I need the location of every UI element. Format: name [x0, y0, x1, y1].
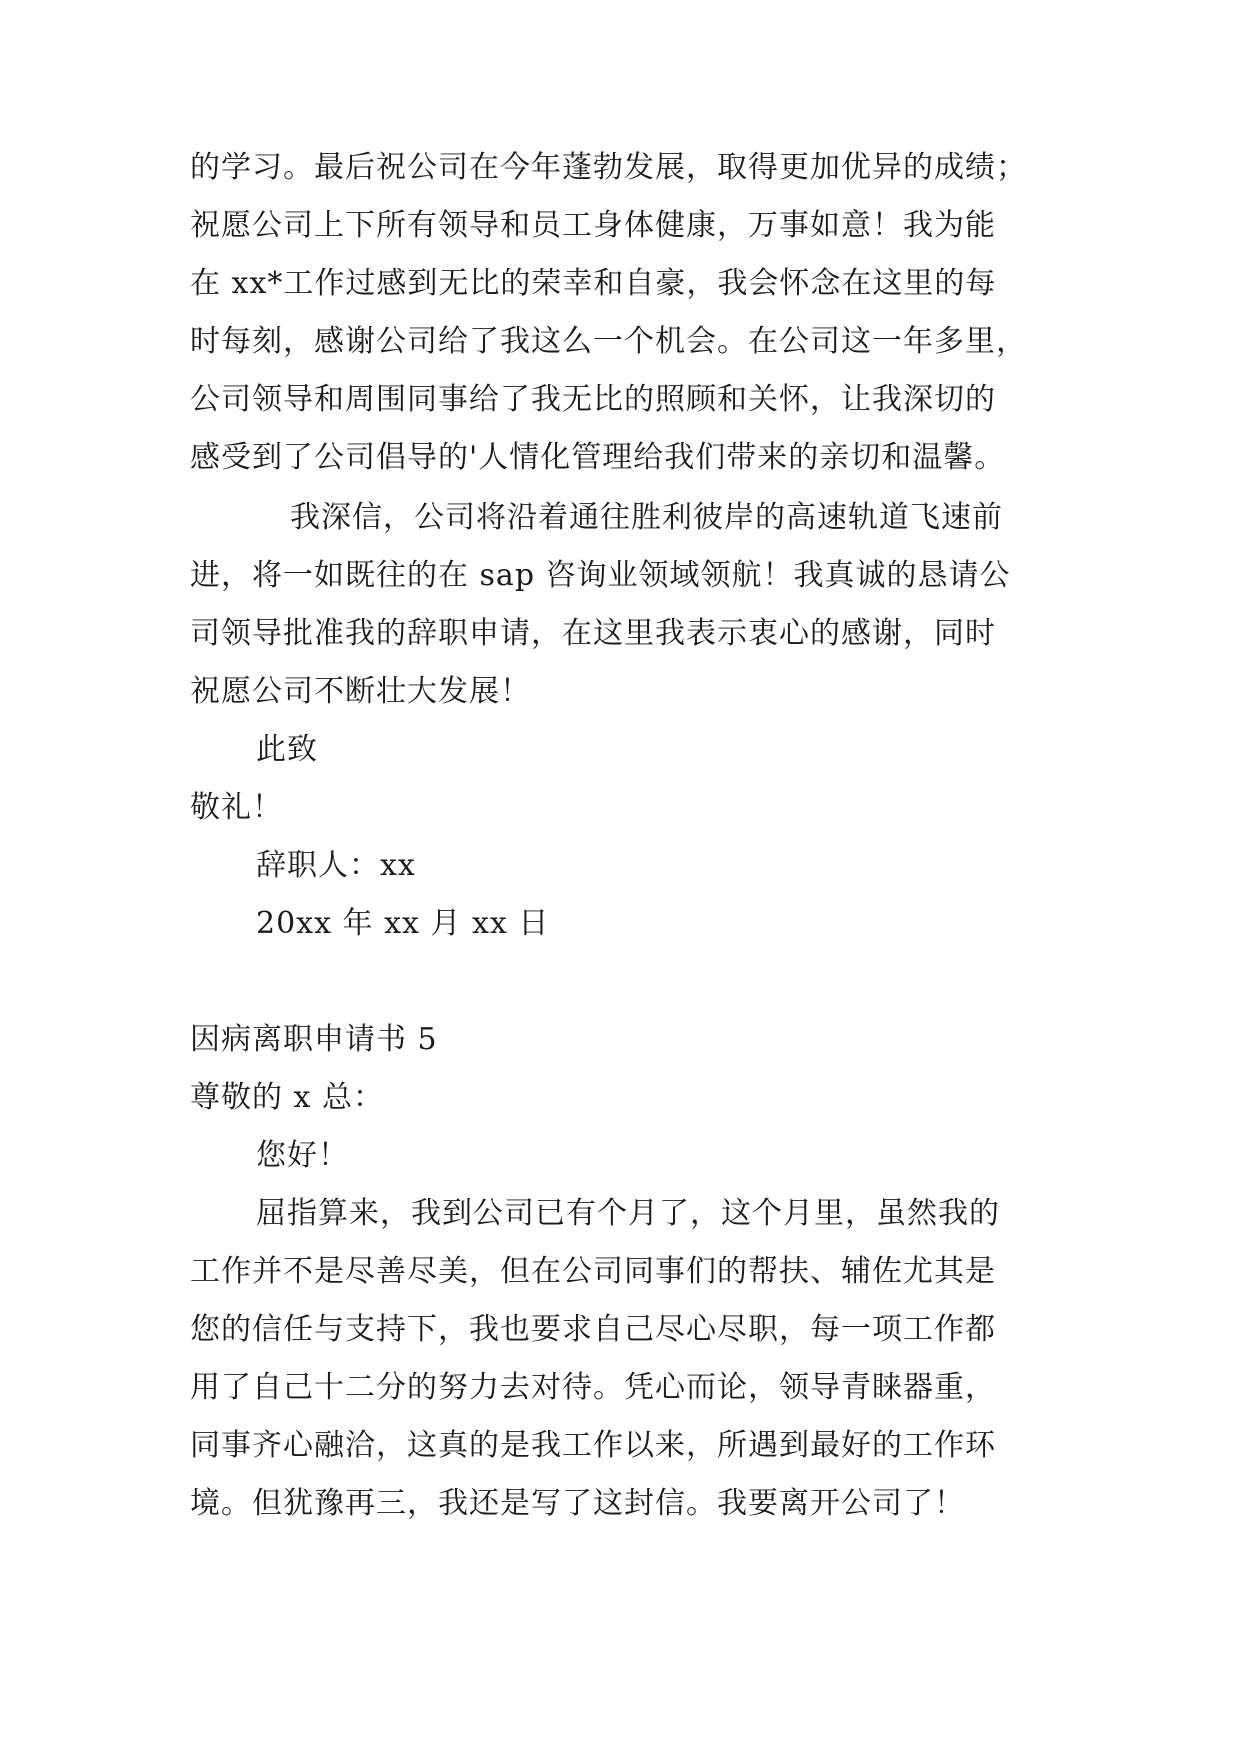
- paragraph-line: 祝愿公司不断壮大发展！: [190, 674, 531, 709]
- greeting-line: 您好！: [256, 1138, 349, 1173]
- paragraph-line: 时每刻，感谢公司给了我这么一个机会。在公司这一年多里，: [190, 324, 1027, 359]
- date-line: 20xx 年 xx 月 xx 日: [256, 906, 550, 941]
- paragraph-line: 司领导批准我的辞职申请，在这里我表示衷心的感谢，同时: [190, 616, 996, 651]
- signature-line: 辞职人：xx: [256, 848, 416, 883]
- paragraph-line: 感受到了公司倡导的'人情化管理给我们带来的亲切和温馨。: [190, 440, 1006, 475]
- paragraph-line: 我深信，公司将沿着通往胜利彼岸的高速轨道飞速前: [290, 500, 1003, 535]
- paragraph-line: 您的信任与支持下，我也要求自己尽心尽职，每一项工作都: [190, 1312, 996, 1347]
- paragraph-line: 同事齐心融洽，这真的是我工作以来，所遇到最好的工作环: [190, 1428, 996, 1463]
- paragraph-line: 用了自己十二分的努力去对待。凭心而论，领导青睐器重，: [190, 1370, 996, 1405]
- paragraph-line: 的学习。最后祝公司在今年蓬勃发展，取得更加优异的成绩；: [190, 150, 1027, 185]
- paragraph-line: 祝愿公司上下所有领导和员工身体健康，万事如意！我为能: [190, 208, 996, 243]
- section-title: 因病离职申请书 5: [190, 1022, 438, 1057]
- paragraph-line: 进，将一如既往的在 sap 咨询业领域领航！我真诚的恳请公: [190, 558, 1011, 593]
- paragraph-line: 工作并不是尽善尽美，但在公司同事们的帮扶、辅佐尤其是: [190, 1254, 996, 1289]
- paragraph-line: 在 xx*工作过感到无比的荣幸和自豪，我会怀念在这里的每: [190, 266, 997, 301]
- greeting-line: 尊敬的 x 总：: [190, 1080, 384, 1115]
- salutation-line: 敬礼！: [190, 790, 283, 825]
- paragraph-line: 境。但犹豫再三，我还是写了这封信。我要离开公司了！: [190, 1486, 965, 1521]
- closing-line: 此致: [256, 732, 318, 767]
- paragraph-line: 屈指算来，我到公司已有个月了，这个月里，虽然我的: [256, 1196, 1000, 1231]
- paragraph-line: 公司领导和周围同事给了我无比的照顾和关怀，让我深切的: [190, 382, 996, 417]
